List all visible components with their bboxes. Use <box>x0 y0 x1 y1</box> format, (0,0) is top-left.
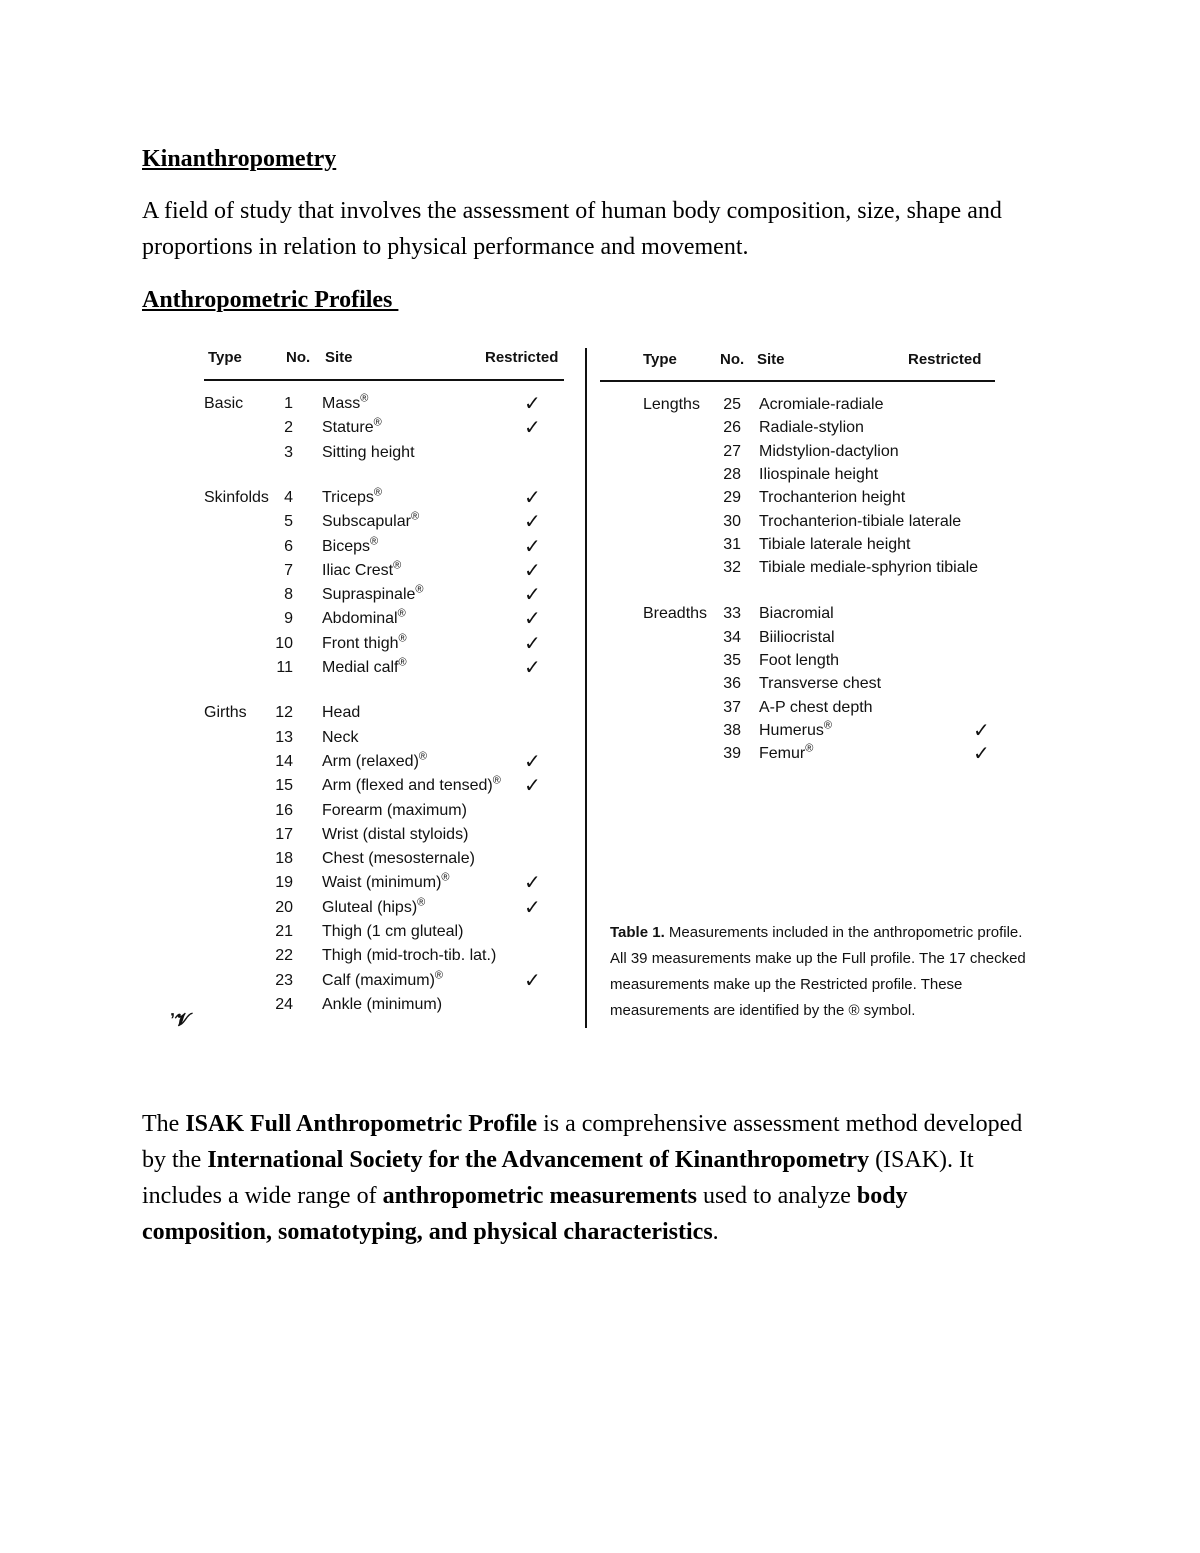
summary-bold-run: ISAK Full Anthropometric Profile <box>185 1111 538 1137</box>
registered-symbol: ® <box>410 510 420 523</box>
site-name: Stature <box>322 419 374 437</box>
registered-symbol: ® <box>398 656 407 669</box>
site-name: Biiliocristal <box>759 628 835 646</box>
section-heading: Anthropometric Profiles <box>142 287 399 313</box>
row-site <box>759 418 864 438</box>
row-number: 39 <box>723 745 741 763</box>
left-header-type: Type <box>208 349 242 366</box>
restricted-check-icon: ✓ <box>524 417 541 440</box>
summary-bold-run: body composition, somatotyping, and physical characteristics <box>142 1183 908 1245</box>
row-number: 1 <box>284 395 293 412</box>
row-number: 8 <box>284 586 293 604</box>
row-number: 11 <box>276 659 293 676</box>
site-name: Iliospinale height <box>759 465 879 483</box>
summary-bold-run: anthropometric measurements <box>382 1183 697 1209</box>
restricted-check-icon: ✓ <box>524 775 541 798</box>
row-site <box>322 658 407 678</box>
left-header-restricted: Restricted <box>485 349 559 366</box>
site-name: Arm (relaxed) <box>322 752 419 770</box>
registered-symbol: ® <box>441 872 450 885</box>
row-number: 18 <box>275 850 293 868</box>
row-site <box>759 395 884 415</box>
site-name: Iliac Crest <box>322 561 394 579</box>
row-site <box>322 634 407 654</box>
row-number: 6 <box>284 537 293 555</box>
site-name: Trochanterion-tibiale laterale <box>759 512 962 530</box>
site-name: Subscapular <box>322 513 411 531</box>
registered-symbol: ® <box>393 559 402 572</box>
restricted-check-icon: ✓ <box>973 743 990 766</box>
right-header-restricted: Restricted <box>908 351 982 368</box>
group-type-label: Skinfolds <box>204 488 269 506</box>
row-site <box>322 801 467 821</box>
site-name: Forearm (maximum) <box>322 801 467 819</box>
restricted-check-icon: ✓ <box>524 393 541 415</box>
row-number: 38 <box>723 721 741 739</box>
row-number: 26 <box>723 419 741 437</box>
restricted-check-icon: ✓ <box>524 896 541 919</box>
summary-text-run: used to analyze <box>696 1183 857 1209</box>
site-name: Chest (mesosternale) <box>322 850 475 868</box>
row-number: 24 <box>275 995 293 1013</box>
row-number: 30 <box>723 512 741 530</box>
row-site <box>322 728 358 748</box>
column-divider <box>585 348 587 1028</box>
row-site <box>322 776 501 796</box>
site-name: A-P chest depth <box>759 698 873 716</box>
row-number: 31 <box>723 535 741 553</box>
registered-symbol: ® <box>415 583 424 596</box>
row-number: 4 <box>284 488 293 506</box>
caption-text: Measurements included in the anthropometric profile. All 39 measurements make up the Full profile. The 17 checked measurements make up the Restricted profile. These measurements are identified by the ® symbol. <box>610 924 1026 1019</box>
row-number: 27 <box>723 442 741 460</box>
row-number: 3 <box>284 443 293 461</box>
row-site <box>759 604 834 624</box>
row-number: 23 <box>275 971 293 989</box>
group-type-label: Lengths <box>643 396 700 413</box>
row-number: 13 <box>275 728 293 746</box>
site-name: Humerus <box>759 721 824 739</box>
site-name: Thigh (mid-troch-tib. lat.) <box>322 947 497 965</box>
row-site <box>759 651 839 671</box>
summary-text-run: . <box>712 1219 719 1245</box>
row-site <box>322 609 406 629</box>
site-name: Biceps <box>322 537 371 555</box>
site-name: Supraspinale <box>322 586 416 604</box>
row-number: 28 <box>723 465 741 483</box>
site-name: Abdominal <box>322 610 398 628</box>
row-number: 25 <box>723 396 741 413</box>
row-number: 17 <box>275 825 293 843</box>
summary-text-run: (ISAK). It includes a wide range of <box>142 1147 974 1209</box>
row-site <box>759 442 899 462</box>
restricted-check-icon: ✓ <box>524 872 541 895</box>
site-name: Foot length <box>759 652 840 669</box>
row-site <box>322 752 427 772</box>
row-number: 7 <box>284 561 293 579</box>
row-site <box>322 946 496 966</box>
measurement-table-figure <box>140 330 1026 1070</box>
row-number: 32 <box>723 559 741 577</box>
restricted-check-icon: ✓ <box>524 511 541 534</box>
left-header-site: Site <box>325 349 353 366</box>
group-type-label: Basic <box>204 395 244 412</box>
restricted-check-icon: ✓ <box>524 559 541 582</box>
site-name: Tibiale laterale height <box>759 535 911 553</box>
restricted-check-icon: ✓ <box>524 657 541 679</box>
right-header-site: Site <box>757 351 785 368</box>
row-number: 15 <box>275 777 293 795</box>
row-number: 34 <box>723 628 741 646</box>
site-name: Midstylion-dactylion <box>759 442 899 460</box>
registered-symbol: ® <box>492 774 501 787</box>
row-number: 22 <box>275 947 293 965</box>
site-name: Waist (minimum) <box>322 874 442 892</box>
row-number: 19 <box>275 874 293 892</box>
left-header-rule <box>204 379 564 381</box>
site-name: Triceps <box>322 488 374 506</box>
row-number: 36 <box>723 675 741 693</box>
row-site <box>322 394 368 414</box>
page-title: Kinanthropometry <box>142 146 337 172</box>
row-site <box>322 922 463 942</box>
row-site <box>322 585 424 605</box>
site-name: Transverse chest <box>759 675 882 693</box>
site-name: Neck <box>322 728 359 746</box>
registered-symbol: ® <box>417 896 426 909</box>
registered-symbol: ® <box>360 392 369 405</box>
row-site <box>759 535 911 555</box>
row-site <box>759 628 835 648</box>
row-site <box>322 898 425 918</box>
restricted-check-icon: ✓ <box>524 486 541 509</box>
site-name: Sitting height <box>322 443 415 461</box>
registered-symbol: ® <box>823 719 833 732</box>
site-name: Mass <box>322 395 361 412</box>
row-site <box>759 674 881 694</box>
scan-smudge-mark: ʼ𝓥 <box>170 1010 190 1030</box>
right-header-no: No. <box>720 351 745 368</box>
registered-symbol: ® <box>398 632 407 645</box>
row-site <box>759 721 832 741</box>
row-number: 5 <box>284 513 293 531</box>
restricted-check-icon: ✓ <box>524 608 541 631</box>
restricted-check-icon: ✓ <box>524 632 541 655</box>
caption-label: Table 1. <box>610 924 665 941</box>
restricted-check-icon: ✓ <box>524 535 541 558</box>
restricted-check-icon: ✓ <box>524 584 541 607</box>
row-number: 35 <box>723 652 741 669</box>
row-site <box>322 825 468 845</box>
right-header-type: Type <box>643 351 677 368</box>
site-name: Acromiale-radiale <box>759 396 884 413</box>
registered-symbol: ® <box>373 486 382 499</box>
site-name: Arm (flexed and tensed) <box>322 777 493 795</box>
row-site <box>322 873 450 893</box>
summary-text-run: The <box>142 1111 186 1137</box>
site-name: Radiale-stylion <box>759 419 864 437</box>
right-header-rule <box>600 380 995 382</box>
registered-symbol: ® <box>805 742 814 755</box>
restricted-check-icon: ✓ <box>524 969 541 992</box>
row-number: 10 <box>275 634 293 652</box>
row-number: 29 <box>723 489 741 507</box>
left-header-no: No. <box>286 349 311 366</box>
site-name: Tibiale mediale-sphyrion tibiale <box>759 559 979 577</box>
row-site <box>322 849 475 869</box>
site-name: Wrist (distal styloids) <box>322 825 469 843</box>
row-number: 37 <box>723 698 741 716</box>
table-caption <box>610 920 1030 1024</box>
row-site <box>322 488 382 508</box>
site-name: Medial calf <box>322 659 399 676</box>
row-site <box>759 698 873 718</box>
summary-text-run: is a comprehensive assessment method developed by the <box>142 1111 1023 1173</box>
row-number: 14 <box>275 752 293 770</box>
row-site <box>322 995 442 1015</box>
row-site <box>322 443 415 463</box>
row-site <box>322 537 378 557</box>
row-number: 20 <box>275 898 293 916</box>
summary-paragraph <box>142 1106 1042 1250</box>
site-name: Calf (maximum) <box>322 971 435 989</box>
row-site <box>759 558 978 578</box>
row-site <box>759 465 878 485</box>
row-number: 21 <box>275 923 293 940</box>
row-number: 16 <box>275 801 293 819</box>
row-site <box>322 971 443 991</box>
restricted-check-icon: ✓ <box>973 719 990 742</box>
site-name: Biacromial <box>759 605 834 623</box>
site-name: Trochanterion height <box>759 489 906 507</box>
restricted-check-icon: ✓ <box>524 750 541 773</box>
row-number: 33 <box>723 605 741 623</box>
row-number: 2 <box>284 419 293 437</box>
definition-text: A field of study that involves the assessment of human body composition, size, shape and proportions in relation to physical performance and movement. <box>142 198 1002 260</box>
registered-symbol: ® <box>370 535 379 548</box>
row-site <box>759 744 813 764</box>
site-name: Gluteal (hips) <box>322 898 418 916</box>
summary-bold-run: International Society for the Advancement of Kinanthropometry <box>207 1147 870 1173</box>
site-name: Head <box>322 704 361 722</box>
site-name: Thigh (1 cm gluteal) <box>322 923 464 940</box>
row-number: 9 <box>284 610 293 628</box>
registered-symbol: ® <box>373 416 382 429</box>
row-site <box>322 512 419 532</box>
site-name: Ankle (minimum) <box>322 995 443 1013</box>
row-site <box>759 512 961 532</box>
row-number: 12 <box>275 704 293 722</box>
site-name: Front thigh <box>322 634 399 652</box>
registered-symbol: ® <box>434 969 443 982</box>
row-site <box>322 561 401 581</box>
group-type-label: Girths <box>204 704 247 722</box>
row-site <box>322 703 360 723</box>
registered-symbol: ® <box>418 750 428 763</box>
site-name: Femur <box>759 745 806 763</box>
group-type-label: Breadths <box>643 605 708 623</box>
registered-symbol: ® <box>397 608 406 621</box>
row-site <box>759 488 905 508</box>
row-site <box>322 418 382 438</box>
